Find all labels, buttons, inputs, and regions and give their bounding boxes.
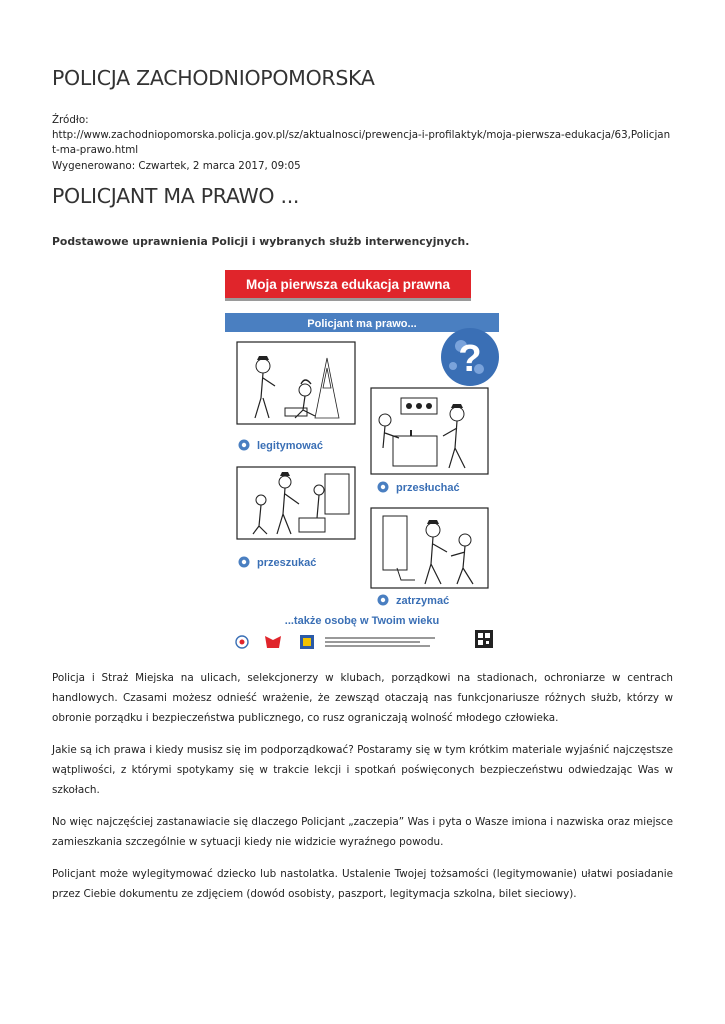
- paragraph: Policja i Straż Miejska na ulicach, selekcjonerzy w klubach, porządkowi na stadionach, ochroniarze w centrach handlowych. Czasami możesz odnieść wrażenie, że zewsząd otaczają nas funkcjonariusze różnych służb, którzy w obronie porządku i bezpieczeństwa publicznego, co rusz ograniczają wolność młodego człowieka.: [52, 672, 673, 724]
- qr-code-icon: [475, 630, 493, 648]
- article-body: [52, 668, 673, 916]
- blue-banner-text: Policjant ma prawo...: [307, 318, 417, 330]
- panel-przesluchac: [371, 388, 488, 474]
- site-title: POLICJA ZACHODNIOPOMORSKA: [52, 66, 375, 90]
- article-title: POLICJANT MA PRAWO ...: [52, 184, 300, 208]
- action-przeszukac: przeszukać: [257, 557, 317, 569]
- paragraph: Policjant może wylegitymować dziecko lub nastolatka. Ustalenie Twojej tożsamości (legitymowanie) ułatwi posiadanie przez Ciebie dokumentu ze zdjęciem (dowód osobisty, paszport, legitymacja szkolna, bilet sieciowy).: [52, 868, 673, 900]
- paragraph: No więc najczęściej zastanawiacie się dlaczego Policjant „zaczepia” Was i pyta o Wasze imiona i nazwiska oraz miejsce zamieszkania szczególnie w sytuacji kiedy nie widzicie wyraźnego powodu.: [52, 816, 673, 848]
- action-legitymowac: legitymować: [257, 440, 324, 452]
- panel-zatrzymac: [371, 508, 488, 588]
- source-meta: [52, 113, 673, 174]
- poster-image: [225, 268, 501, 654]
- action-przesluchac: przesłuchać: [396, 482, 460, 494]
- red-banner-text: Moja pierwsza edukacja prawna: [245, 277, 451, 292]
- svg-text:?: ?: [458, 338, 482, 380]
- poster-tagline: ...także osobę w Twoim wieku: [284, 615, 440, 627]
- panel-legitymowac: [237, 342, 355, 424]
- article-lead: Podstawowe uprawnienia Policji i wybranych służb interwencyjnych.: [52, 235, 470, 248]
- source-label: Źródło:: [52, 114, 89, 126]
- action-zatrzymac: zatrzymać: [396, 595, 450, 607]
- source-url[interactable]: http://www.zachodniopomorska.policja.gov.pl/sz/aktualnosci/prewencja-i-profilaktyk/moja-pierwsza-edukacja/63,Policjant-ma-prawo.html: [52, 129, 671, 157]
- panel-przeszukac: [237, 467, 355, 539]
- paragraph: Jakie są ich prawa i kiedy musisz się im podporządkować? Postaramy się w tym krótkim materiale wyjaśnić najczęstsze wątpliwości, z którymi spotykamy się w trakcie lekcji i spotkań poświęconych bezpieczeństwu odwiedzając Was w szkołach.: [52, 744, 673, 796]
- generated-date: Wygenerowano: Czwartek, 2 marca 2017, 09:05: [52, 159, 301, 172]
